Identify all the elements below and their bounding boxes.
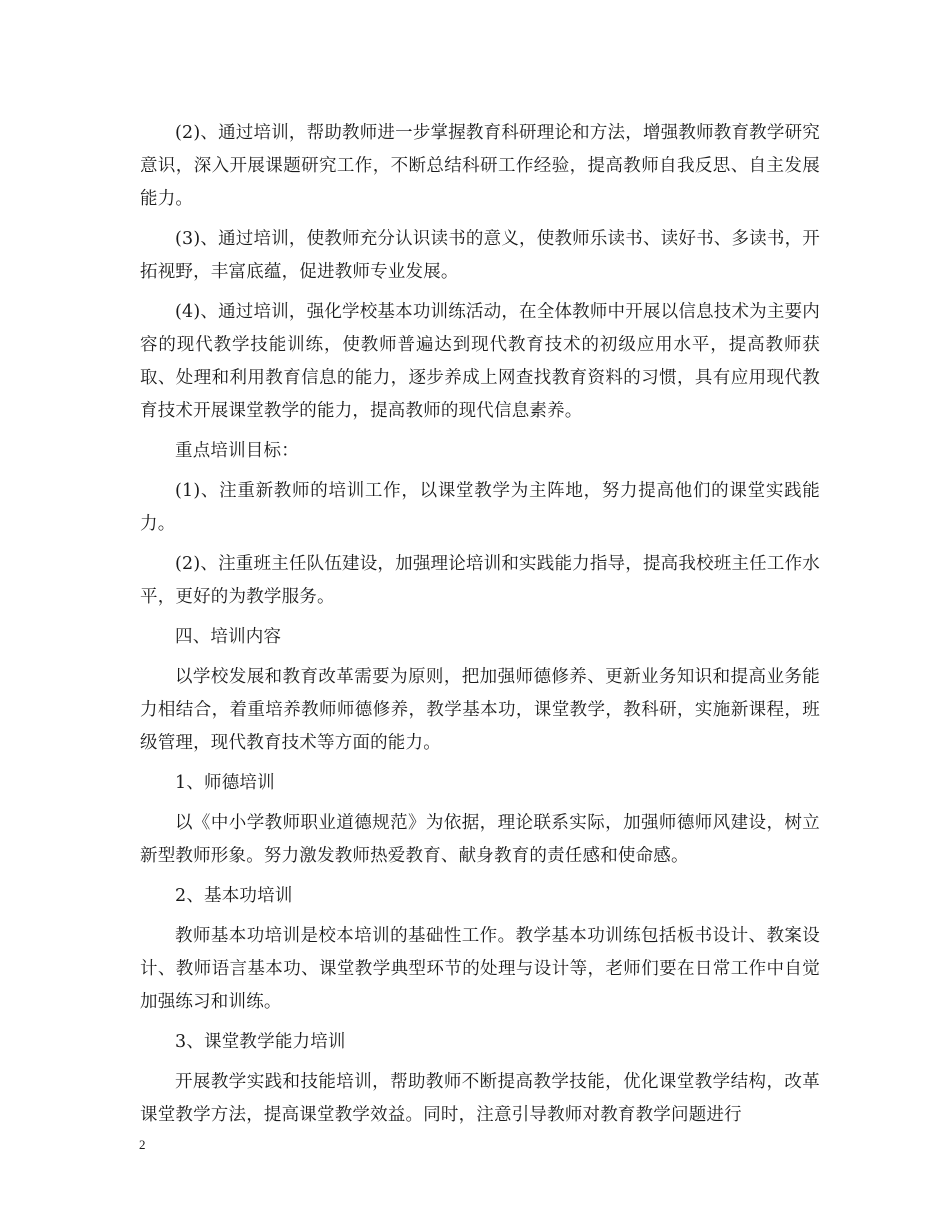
paragraph-ethics-training: 以《中小学教师职业道德规范》为依据，理论联系实际，加强师德师风建设，树立新型教师形象。努力激发教师热爱教育、献身教育的责任感和使命感。 <box>140 813 820 866</box>
heading-training-content: 四、培训内容 <box>175 627 282 647</box>
paragraph-basic-skills-training: 教师基本功培训是校本培训的基础性工作。教学基本功训练包括板书设计、教案设计、教师语言基本功、课堂教学典型环节的处理与设计等，老师们要在日常工作中自觉加强练习和训练。 <box>140 926 820 1012</box>
heading-basic-skills-training: 2、基本功培训 <box>175 886 293 906</box>
paragraph-target-1: (1)、注重新教师的培训工作，以课堂教学为主阵地，努力提高他们的课堂实践能力。 <box>140 481 820 534</box>
heading-key-targets: 重点培训目标： <box>175 441 299 461</box>
heading-ethics-training: 1、师德培训 <box>175 773 275 793</box>
paragraph-goal-2: (2)、通过培训，帮助教师进一步掌握教育科研理论和方法，增强教师教育教学研究意识，深入开展课题研究工作，不断总结科研工作经验，提高教师自我反思、自主发展能力。 <box>140 123 820 209</box>
paragraph-content-intro: 以学校发展和教育改革需要为原则，把加强师德修养、更新业务知识和提高业务能力相结合，着重培养教师师德修养，教学基本功，课堂教学，教科研，实施新课程，班级管理，现代教育技术等方面的能力。 <box>140 667 820 753</box>
paragraph-goal-3: (3)、通过培训，使教师充分认识读书的意义，使教师乐读书、读好书、多读书，开拓视野，丰富底蕴，促进教师专业发展。 <box>140 229 820 282</box>
page-number: 2 <box>139 1137 146 1152</box>
paragraph-target-2: (2)、注重班主任队伍建设，加强理论培训和实践能力指导，提高我校班主任工作水平，更好的为教学服务。 <box>140 554 820 607</box>
document-body <box>140 117 820 1139</box>
paragraph-goal-4: (4)、通过培训，强化学校基本功训练活动，在全体教师中开展以信息技术为主要内容的现代教学技能训练，使教师普遍达到现代教育技术的初级应用水平，提高教师获取、处理和利用教育信息的能力，逐步养成上网查找教育资料的习惯，具有应用现代教育技术开展课堂教学的能力，提高教师的现代信息素养。 <box>140 302 820 421</box>
heading-classroom-teaching-training: 3、课堂教学能力培训 <box>175 1032 346 1052</box>
paragraph-classroom-teaching-training: 开展教学实践和技能培训，帮助教师不断提高教学技能，优化课堂教学结构，改革课堂教学方法，提高课堂教学效益。同时，注意引导教师对教育教学问题进行 <box>140 1072 820 1125</box>
